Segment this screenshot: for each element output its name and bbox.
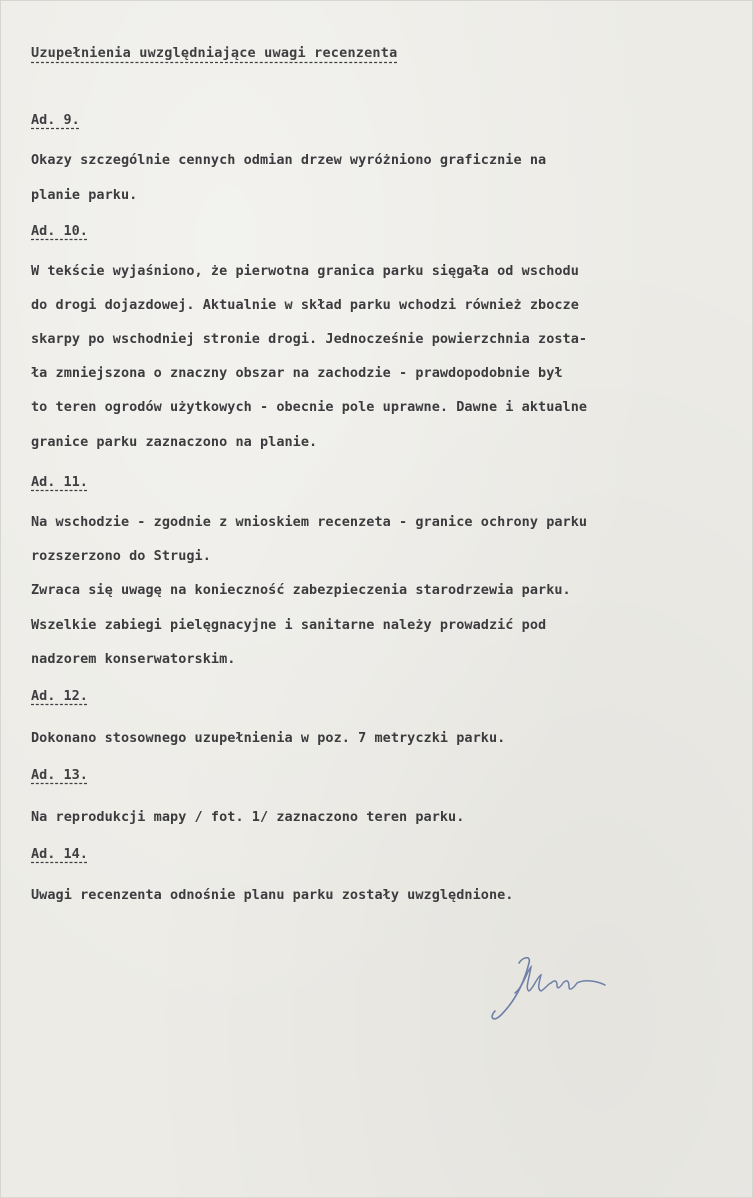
- handwritten-signature: [479, 949, 629, 1031]
- document-title: Uzupełnienia uwzględniające uwagi recenzenta: [31, 45, 398, 61]
- section-heading-ad-12: Ad. 12.: [31, 688, 88, 704]
- section-line: ła zmniejszona o znaczny obszar na zachodzie - prawdopodobnie był: [31, 365, 563, 381]
- section-line: Wszelkie zabiegi pielęgnacyjne i sanitarne należy prowadzić pod: [31, 617, 547, 633]
- section-line: skarpy po wschodniej stronie drogi. Jednocześnie powierzchnia zosta-: [31, 331, 588, 347]
- section-line: to teren ogrodów użytkowych - obecnie pole uprawne. Dawne i aktualne: [31, 399, 588, 415]
- section-line: do drogi dojazdowej. Aktualnie w skład parku wchodzi również zbocze: [31, 297, 579, 313]
- section-line: Okazy szczególnie cennych odmian drzew wyróżniono graficznie na: [31, 152, 547, 168]
- section-heading-ad-9: Ad. 9.: [31, 112, 80, 128]
- section-line: planie parku.: [31, 187, 138, 203]
- section-line: granice parku zaznaczono na planie.: [31, 434, 318, 450]
- section-heading-ad-14: Ad. 14.: [31, 846, 88, 862]
- section-line: rozszerzono do Strugi.: [31, 548, 211, 564]
- section-heading-ad-10: Ad. 10.: [31, 223, 88, 239]
- section-line: nadzorem konserwatorskim.: [31, 651, 236, 667]
- section-heading-ad-11: Ad. 11.: [31, 474, 88, 490]
- section-line: Na reprodukcji mapy / fot. 1/ zaznaczono teren parku.: [31, 809, 465, 825]
- section-line: Uwagi recenzenta odnośnie planu parku zostały uwzględnione.: [31, 887, 514, 903]
- section-line: Dokonano stosownego uzupełnienia w poz. 7 metryczki parku.: [31, 730, 506, 746]
- section-heading-ad-13: Ad. 13.: [31, 767, 88, 783]
- section-line: Zwraca się uwagę na konieczność zabezpieczenia starodrzewia parku.: [31, 582, 571, 598]
- section-line: W tekście wyjaśniono, że pierwotna granica parku sięgała od wschodu: [31, 263, 579, 279]
- section-line: Na wschodzie - zgodnie z wnioskiem recenzeta - granice ochrony parku: [31, 514, 588, 530]
